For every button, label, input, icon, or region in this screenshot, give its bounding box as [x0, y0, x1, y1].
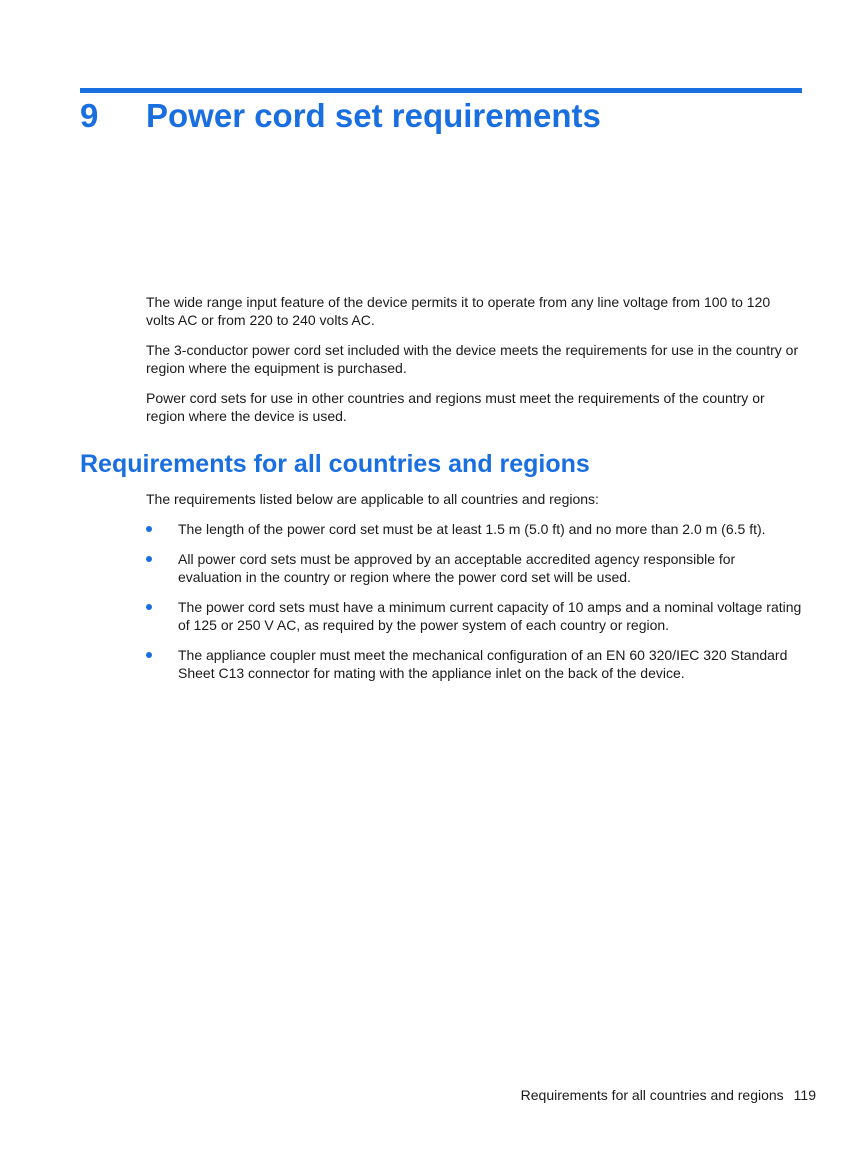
page-footer	[521, 1086, 816, 1104]
list-item	[146, 520, 802, 538]
intro-paragraph: The wide range input feature of the device permits it to operate from any line voltage from 100 to 120 volts AC or from 220 to 240 volts AC.	[146, 294, 771, 328]
list-item	[146, 646, 802, 682]
section-lead: The requirements listed below are applicable to all countries and regions:	[146, 491, 599, 507]
list-item-text: The power cord sets must have a minimum current capacity of 10 amps and a nominal voltage rating of 125 or 250 V AC, as required by the power system of each country or region.	[178, 599, 802, 633]
bullet-icon	[146, 556, 152, 562]
requirements-list	[146, 520, 802, 682]
section-body	[146, 490, 802, 694]
list-item	[146, 598, 802, 634]
bullet-icon	[146, 604, 152, 610]
list-item	[146, 550, 802, 586]
list-item-text: All power cord sets must be approved by an acceptable accredited agency responsible for evaluation in the country or region where the power cord set will be used.	[178, 551, 736, 585]
bullet-icon	[146, 652, 152, 658]
list-item-text: The appliance coupler must meet the mechanical configuration of an EN 60 320/IEC 320 Standard Sheet C13 connector for mating with the appliance inlet on the back of the device.	[178, 647, 788, 681]
chapter-heading	[80, 96, 601, 136]
intro-paragraph: Power cord sets for use in other countries and regions must meet the requirements of the country or region where the device is used.	[146, 390, 765, 424]
intro-paragraph: The 3-conductor power cord set included with the device meets the requirements for use in the country or region where the equipment is purchased.	[146, 342, 799, 376]
page-number: 119	[793, 1087, 816, 1103]
intro-text	[146, 293, 802, 437]
chapter-title: Power cord set requirements	[146, 97, 601, 134]
chapter-number: 9	[80, 97, 99, 134]
footer-running-title: Requirements for all countries and regions	[520, 1087, 784, 1103]
list-item-text: The length of the power cord set must be at least 1.5 m (5.0 ft) and no more than 2.0 m (6.5 ft).	[178, 521, 766, 537]
bullet-icon	[146, 526, 152, 532]
section-heading: Requirements for all countries and regions	[80, 450, 590, 478]
chapter-rule	[80, 88, 802, 93]
